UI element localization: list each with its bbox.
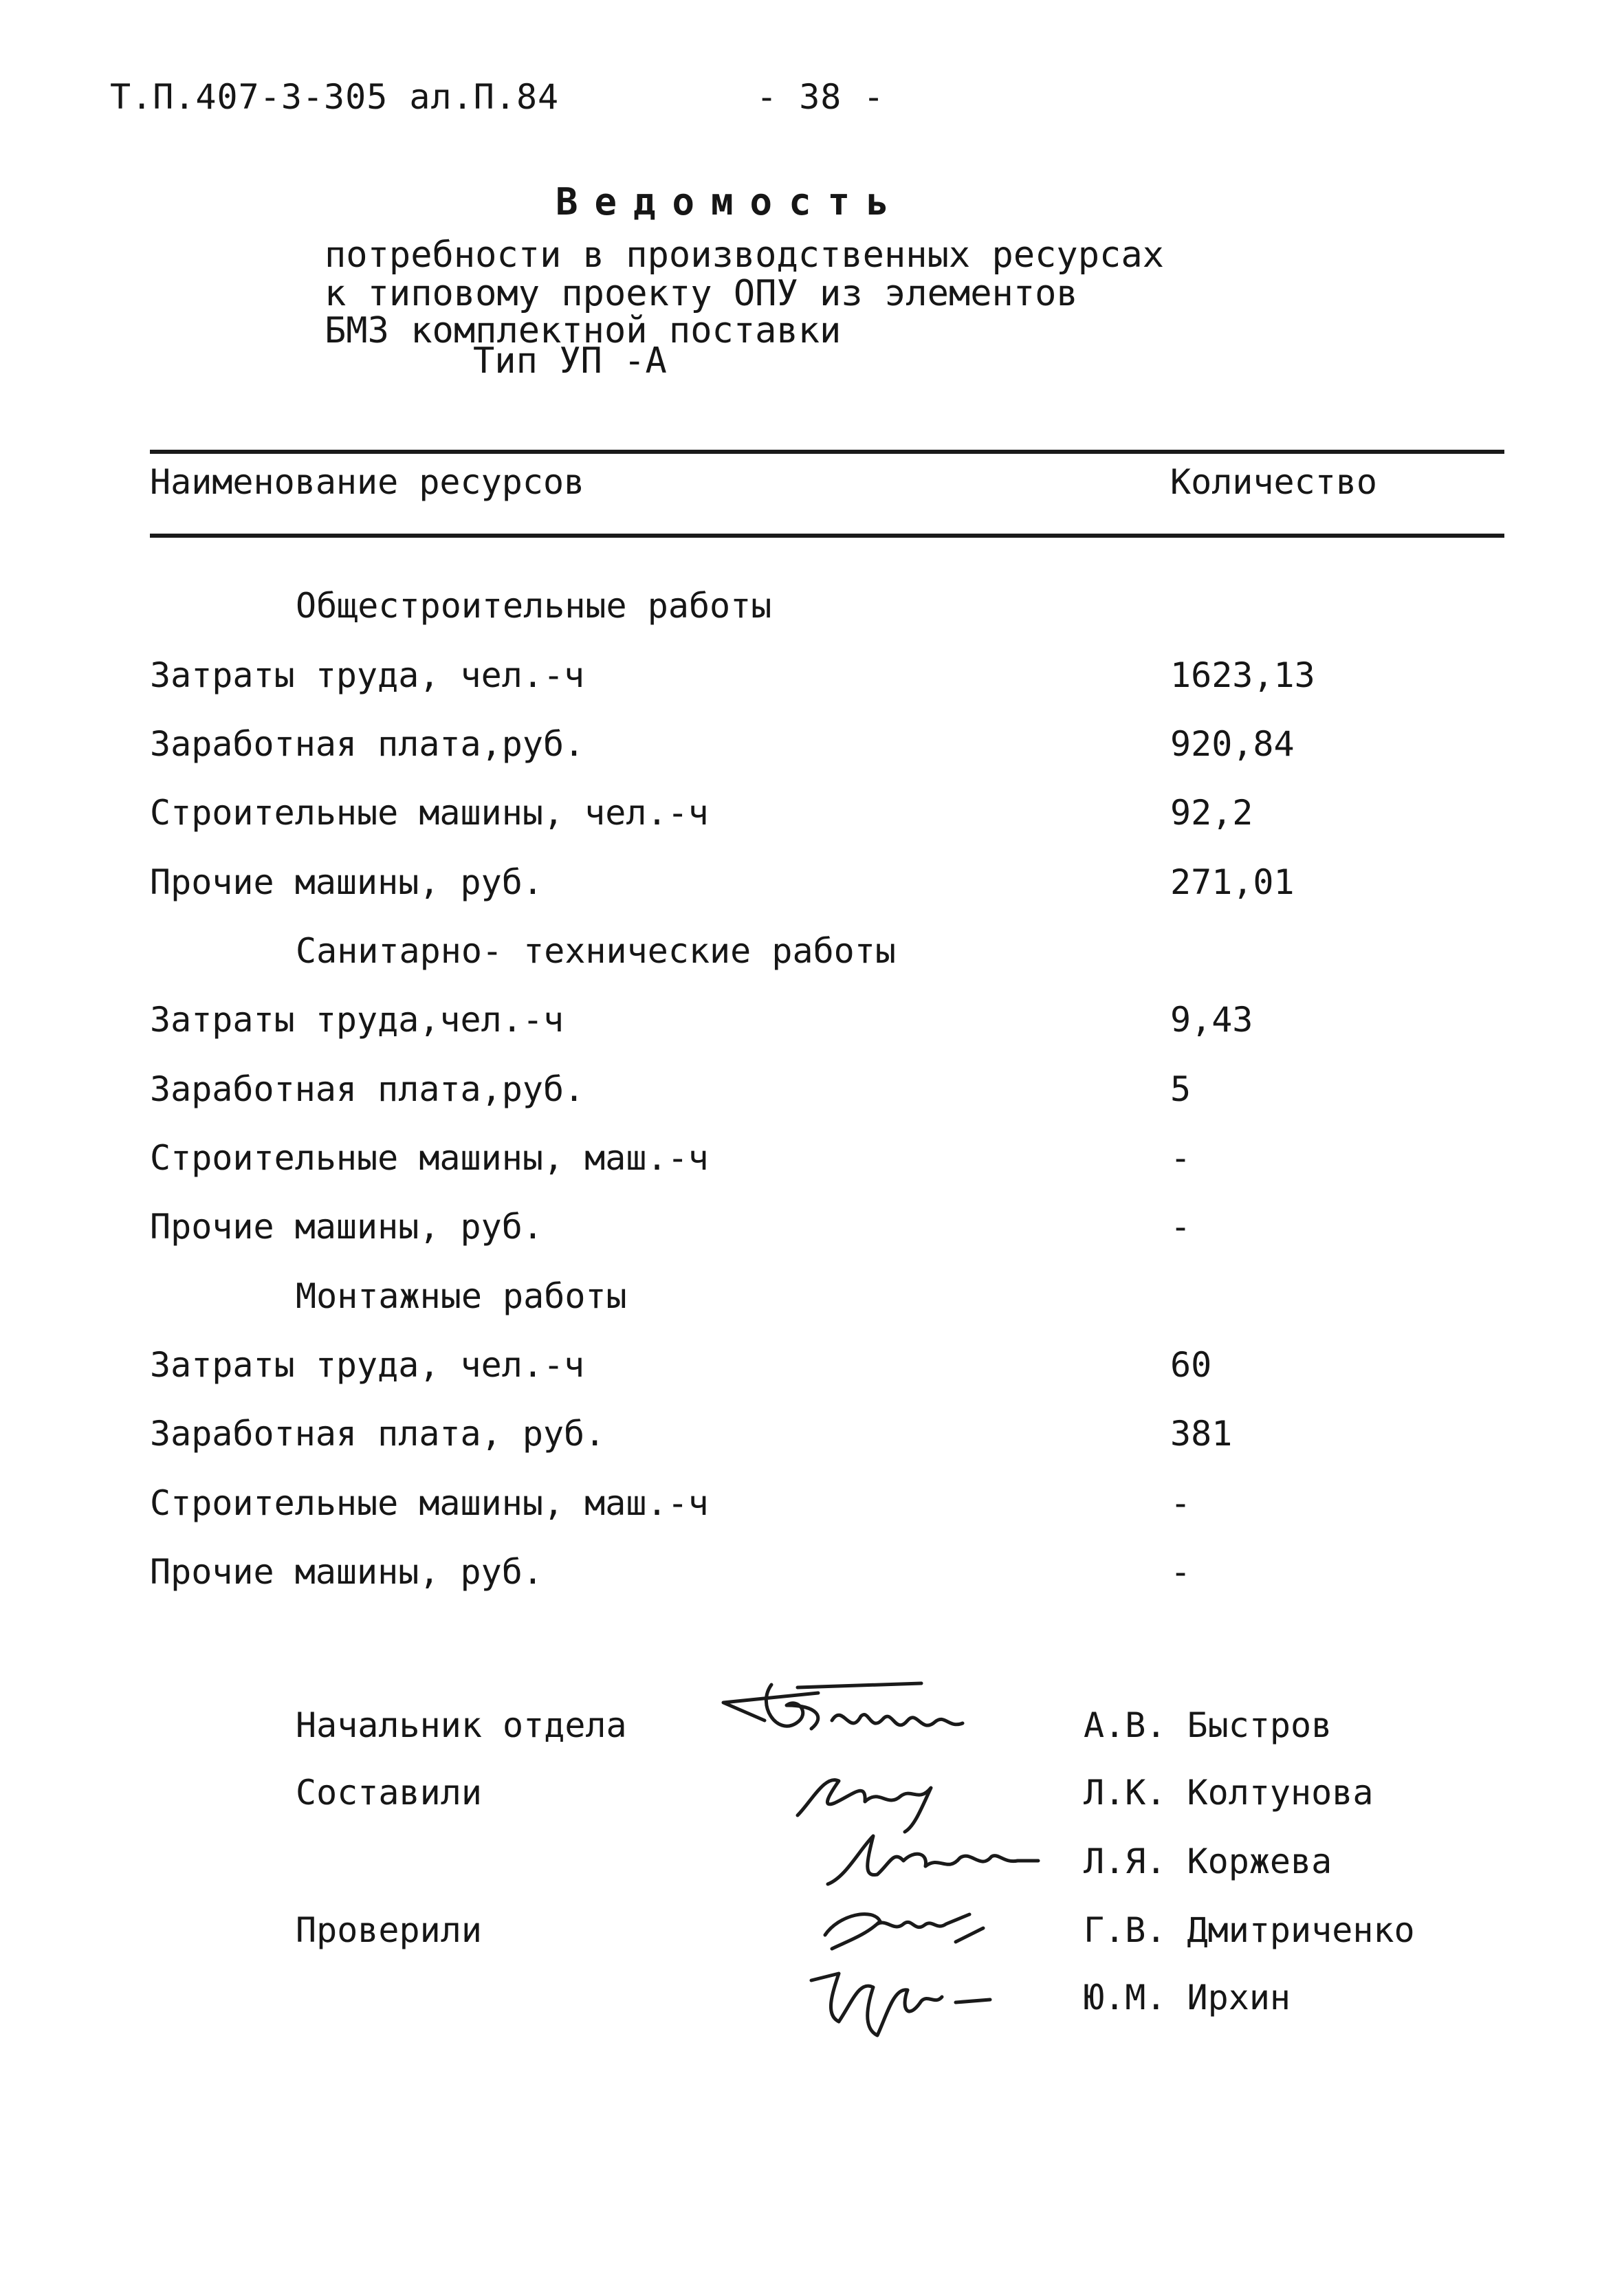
- table-row-value: 1623,13: [1170, 655, 1315, 695]
- section-title-assembly: Монтажные работы: [296, 1276, 627, 1316]
- table-row-label: Строительные машины, чел.-ч: [150, 793, 709, 833]
- table-top-rule: [150, 450, 1504, 454]
- table-row-label: Прочие машины, руб.: [150, 1207, 543, 1247]
- column-header-name: Наименование ресурсов: [150, 462, 585, 502]
- person-bystrov: А.В. Быстров: [1084, 1705, 1332, 1745]
- person-irkhin: Ю.М. Ирхин: [1084, 1978, 1291, 2018]
- subtitle-line-3: БМЗ комплектной поставки: [325, 310, 842, 351]
- table-row-value: 60: [1170, 1345, 1212, 1385]
- table-row-value: 9,43: [1170, 1000, 1253, 1040]
- section-title-sanitary: Санитарно- технические работы: [296, 931, 896, 971]
- table-row-label: Строительные машины, маш.-ч: [150, 1138, 709, 1178]
- label-department-head: Начальник отдела: [296, 1705, 627, 1745]
- person-koltunova: Л.К. Колтунова: [1084, 1773, 1374, 1813]
- person-dmitrichenko: Г.В. Дмитриченко: [1084, 1910, 1415, 1950]
- table-row-label: Затраты труда,чел.-ч: [150, 1000, 564, 1040]
- subtitle-line-type: Тип УП -А: [473, 340, 667, 382]
- signature-irkhin: [798, 1953, 1004, 2056]
- section-title-general: Общестроительные работы: [296, 586, 772, 626]
- table-row-value: 5: [1170, 1069, 1192, 1109]
- label-checked-by: Проверили: [296, 1910, 482, 1950]
- table-row-value: 920,84: [1170, 724, 1295, 764]
- table-row-label: Строительные машины, маш.-ч: [150, 1483, 709, 1523]
- subtitle-line-1: потребности в производственных ресурсах: [325, 234, 1164, 276]
- table-row-value: -: [1170, 1483, 1192, 1523]
- label-compiled-by: Составили: [296, 1773, 482, 1813]
- subtitle-line-2: к типовому проекту ОПУ из элементов: [325, 273, 1078, 314]
- document-title: Ведомость: [556, 180, 906, 223]
- table-row-label: Заработная плата,руб.: [150, 1069, 585, 1109]
- table-row-value: -: [1170, 1552, 1192, 1592]
- document-code: Т.П.407-3-305 ал.П.84: [110, 77, 560, 117]
- table-row-value: 381: [1170, 1414, 1233, 1454]
- signature-korzheva: [818, 1822, 1052, 1898]
- page-number: - 38 -: [756, 77, 885, 117]
- table-row-label: Затраты труда, чел.-ч: [150, 1345, 585, 1385]
- table-row-label: Прочие машины, руб.: [150, 1552, 543, 1592]
- signature-dmitrichenko: [811, 1894, 1004, 1963]
- column-header-quantity: Количество: [1170, 462, 1378, 502]
- table-header-rule: [150, 534, 1504, 538]
- person-korzheva: Л.Я. Коржева: [1084, 1841, 1332, 1881]
- table-row-label: Заработная плата,руб.: [150, 724, 585, 764]
- table-row-value: -: [1170, 1138, 1192, 1178]
- signature-bystrov: [715, 1678, 990, 1753]
- table-row-value: 92,2: [1170, 793, 1253, 833]
- table-row-value: -: [1170, 1207, 1192, 1247]
- table-row-label: Прочие машины, руб.: [150, 862, 543, 902]
- table-row-value: 271,01: [1170, 862, 1295, 902]
- table-row-label: Затраты труда, чел.-ч: [150, 655, 585, 695]
- table-row-label: Заработная плата, руб.: [150, 1414, 606, 1454]
